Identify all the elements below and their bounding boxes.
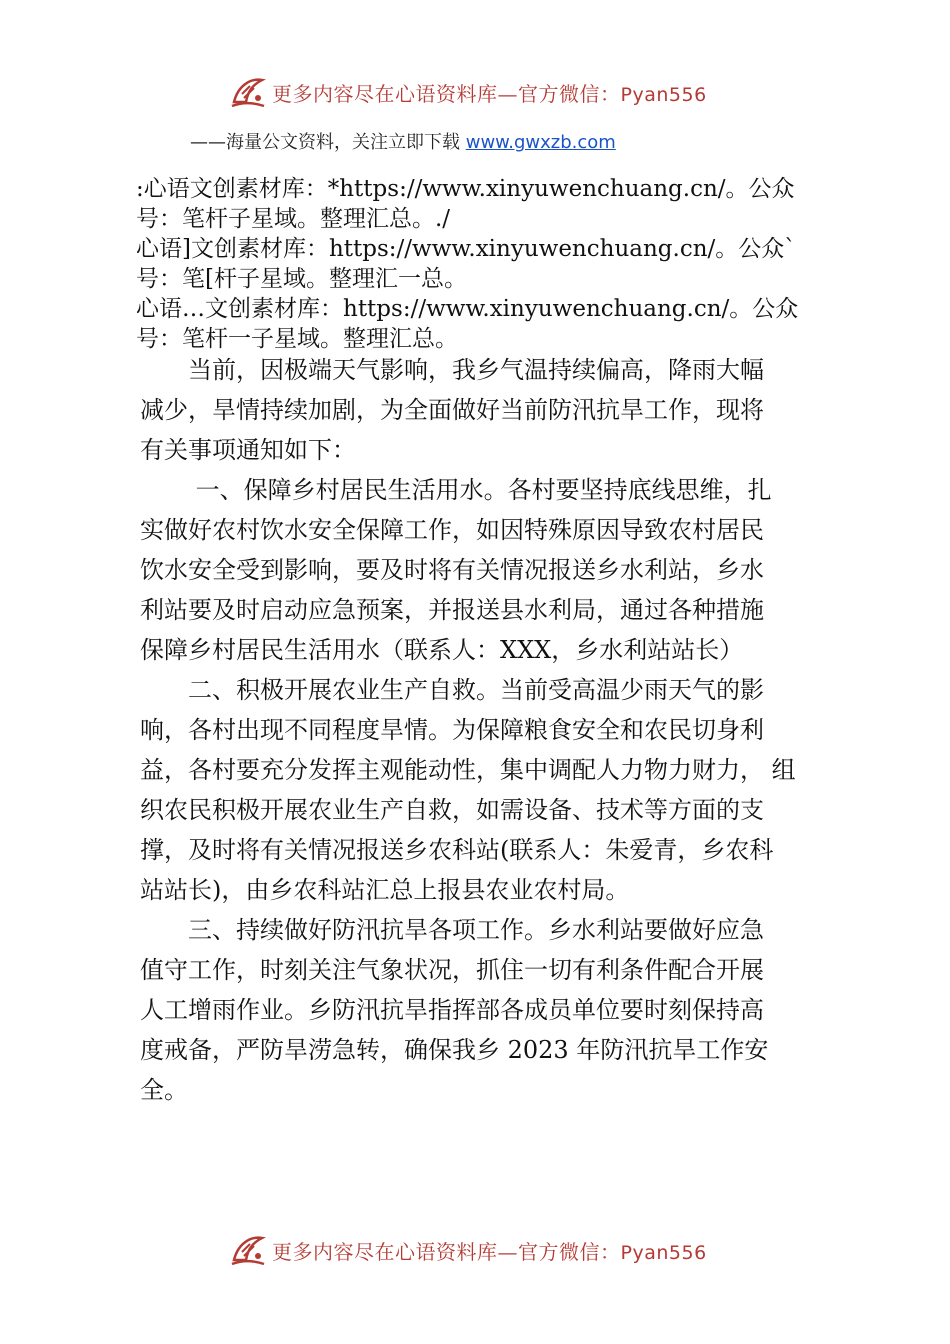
body-line: 减少，旱情持续加剧，为全面做好当前防汛抗旱工作，现将 [140,396,764,424]
body-line: 三、持续做好防汛抗旱各项工作。乡水利站要做好应急 [140,916,764,944]
body-line: 值守工作，时刻关注气象状况，抓住一切有利条件配合开展 [140,956,764,984]
body-line: 全。 [140,1076,188,1104]
banner-text: 更多内容尽在心语资料库—官方微信：Pyan556 [272,81,707,106]
body-line: 站站长)，由乡农科站汇总上报县农业农村局。 [140,876,630,904]
header-line: 号：笔杆子星域。整理汇总。./ [136,206,451,232]
book-logo-icon [228,1230,268,1270]
body-line: 一、保障乡村居民生活用水。各村要坚持底线思维，扎 [140,476,772,504]
banner-text: 更多内容尽在心语资料库—官方微信：Pyan556 [272,1239,707,1264]
header-line: 号：笔[杆子星域。整理汇一总。 [136,266,467,292]
download-note [190,128,616,154]
wechat-handle: Pyan556 [620,83,707,106]
body-line: 实做好农村饮水安全保障工作，如因特殊原因导致农村居民 [140,516,764,544]
download-note-text: ——海量公文资料，关注立即下载 [190,132,466,153]
body-line: 织农民积极开展农业生产自救，如需设备、技术等方面的支 [140,796,764,824]
source-watermark-lines [136,174,826,354]
header-banner [0,70,950,114]
body-line: 有关事项通知如下： [140,436,356,464]
body-line: 当前，因极端天气影响，我乡气温持续偏高，降雨大幅 [140,356,764,384]
header-line: :心语文创素材库：*https://www.xinyuwenchuang.cn/。公众 [136,176,795,202]
website-link[interactable]: www.gwxzb.com [465,132,616,153]
header-line: 心语]文创素材库：https://www.xinyuwenchuang.cn/。公众` [136,236,796,262]
body-line: 度戒备，严防旱涝急转，确保我乡 2023 年防汛抗旱工作安 [140,1036,769,1064]
body-line: 二、积极开展农业生产自救。当前受高温少雨天气的影 [140,676,764,704]
body-line: 益，各村要充分发挥主观能动性，集中调配人力物力财力， 组 [140,756,796,784]
footer-banner [0,1228,950,1272]
book-logo-icon [228,72,268,112]
body-line: 撑，及时将有关情况报送乡农科站(联系人：朱爱青，乡农科 [140,836,774,864]
body-line: 利站要及时启动应急预案，并报送县水利局，通过各种措施 [140,596,764,624]
notice-body [140,350,820,1110]
header-line: 心语…文创素材库：https://www.xinyuwenchuang.cn/。公众 [136,296,799,322]
body-line: 人工增雨作业。乡防汛抗旱指挥部各成员单位要时刻保持高 [140,996,764,1024]
wechat-handle: Pyan556 [620,1241,707,1264]
body-line: 响，各村出现不同程度旱情。为保障粮食安全和农民切身利 [140,716,764,744]
body-line: 饮水安全受到影响，要及时将有关情况报送乡水利站，乡水 [140,556,764,584]
header-line: 号：笔杆一子星域。整理汇总。 [136,326,458,352]
body-line: 保障乡村居民生活用水（联系人：XXX，乡水利站站长） [140,636,744,664]
